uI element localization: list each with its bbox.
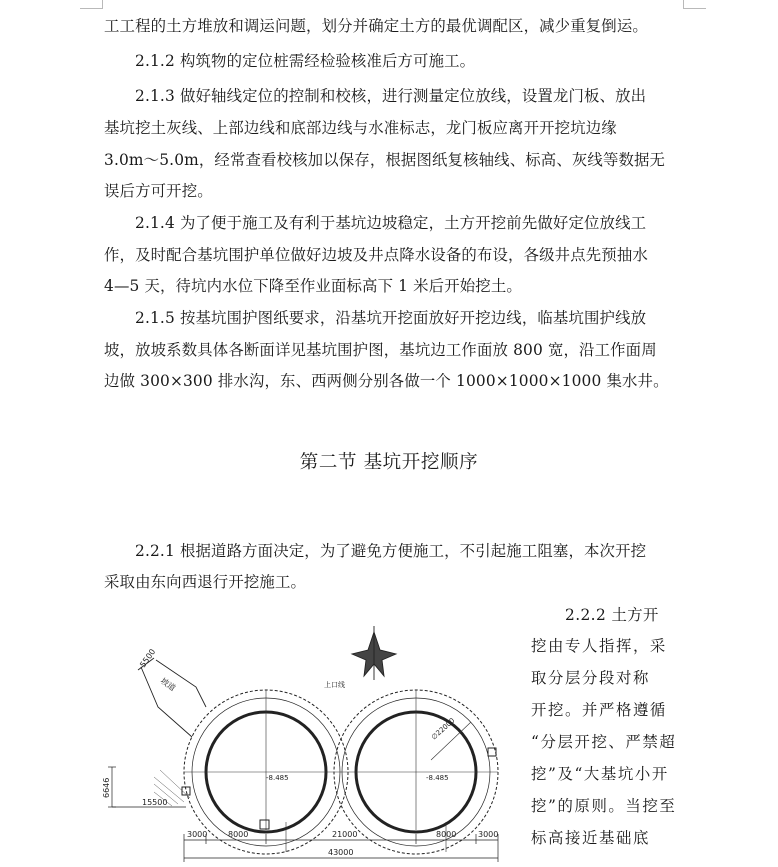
paragraph-2-2-2-line2: 挖由专人指挥，采 [531, 637, 667, 655]
paragraph-2-1-5-line2: 坡，放坡系数具体各断面详见基坑围护图，基坑边工作面放 800 宽，沿工作面周 [104, 341, 657, 359]
page-corner-mark-left [80, 0, 103, 9]
label-ramp: 坡道 [158, 676, 178, 693]
paragraph-2-1-2: 2.1.2 构筑物的定位桩需经检验核准后方可施工。 [135, 52, 476, 70]
dimension-diameter: ∅22000 [429, 716, 457, 742]
dimension-bottom-5: 3000 [478, 830, 499, 839]
paragraph-2-1-4-line2: 作，及时配合基坑围护单位做好边坡及井点降水设备的布设，各级井点先预抽水 [104, 246, 648, 264]
dimension-5500: 5500 [138, 647, 158, 670]
dimension-15500: 15500 [142, 798, 168, 807]
paragraph-2-2-2-line7: 挖”的原则。当挖至 [531, 797, 677, 815]
paragraph-2-2-2-line3: 取分层分段对称 [531, 669, 650, 687]
dimension-bottom-1: 3000 [187, 830, 208, 839]
north-arrow-icon [352, 626, 396, 680]
dimension-bottom-2: 8000 [228, 830, 249, 839]
paragraph-2-1-5-line1: 2.1.5 按基坑围护图纸要求，沿基坑开挖面放好开挖边线，临基坑围护线放 [135, 309, 647, 327]
excavation-plan-drawing [96, 612, 506, 867]
dimension-6646: 6646 [102, 777, 111, 798]
section-heading: 第二节 基坑开挖顺序 [299, 452, 479, 473]
axis-lines [184, 690, 498, 852]
level-right: -8.485 [426, 774, 449, 782]
paragraph-2-2-2-line8: 标高接近基础底 [531, 829, 650, 847]
label-top-edge: 上口线 [324, 681, 345, 689]
ramp-outline [138, 658, 206, 737]
paragraph-2-1-5-line3: 边做 300×300 排水沟，东、西两侧分别各做一个 1000×1000×1000 集水井。 [104, 372, 669, 390]
paragraph-2-1-3-line1: 2.1.3 做好轴线定位的控制和校核，进行测量定位放线，设置龙门板、放出 [135, 87, 647, 105]
paragraph-2-2-1-line1: 2.2.1 根据道路方面决定，为了避免方便施工，不引起施工阻塞，本次开挖 [135, 542, 647, 560]
paragraph-line: 工工程的土方堆放和调运问题，划分并确定土方的最优调配区，减少重复倒运。 [104, 17, 648, 35]
dimension-bottom-4: 8000 [436, 830, 457, 839]
dimension-total: 43000 [328, 848, 354, 857]
level-left: -8.485 [266, 774, 289, 782]
paragraph-2-2-2-line4: 开挖。并严格遵循 [531, 701, 667, 719]
sump-pit-south [260, 820, 269, 829]
paragraph-2-2-2-line6: 挖”及“大基坑小开 [531, 765, 669, 783]
paragraph-2-1-3-line4: 误后方可开挖。 [104, 182, 213, 200]
paragraph-2-2-2-line5: “分层开挖、严禁超 [531, 733, 677, 751]
paragraph-2-1-3-line3: 3.0m～5.0m，经常查看校核加以保存，根据图纸复核轴线、标高、灰线等数据无 [104, 151, 666, 169]
dimension-bottom-3: 21000 [332, 830, 358, 839]
paragraph-2-2-2-line1: 2.2.2 土方开 [565, 606, 659, 624]
page-corner-mark-right [683, 0, 706, 9]
paragraph-2-2-1-line2: 采取由东向西退行开挖施工。 [104, 573, 307, 591]
paragraph-2-1-4-line1: 2.1.4 为了便于施工及有利于基坑边坡稳定，土方开挖前先做好定位放线工 [135, 214, 647, 232]
paragraph-2-1-4-line3: 4—5 天，待坑内水位下降至作业面标高下 1 米后开始挖土。 [104, 277, 522, 295]
paragraph-2-1-3-line2: 基坑挖土灰线、上部边线和底部边线与水准标志，龙门板应离开开挖坑边缘 [104, 119, 617, 137]
